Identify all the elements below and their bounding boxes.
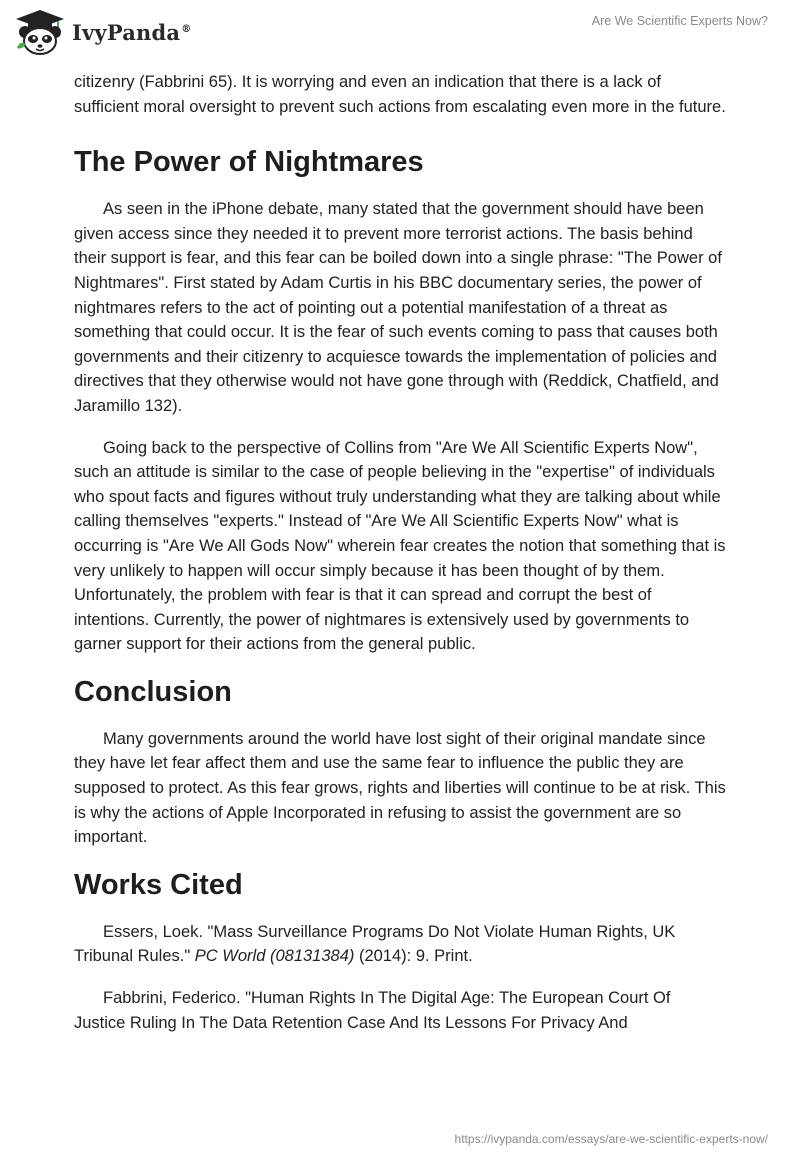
paragraph-conclusion: Many governments around the world have lost sight of their original mandate since they have let fear affect them and use the same fear to influence the public they are supposed to protect. As this fear grows, rights and liberties will continue to be at risk. This is why the actions of Apple Incorporated in refusing to assist the government are so important. [74,729,726,847]
document-title: Are We Scientific Experts Now? [591,14,768,28]
paragraph-power-of-nightmares-1: As seen in the iPhone debate, many stated that the government should have been given access since they needed it to prevent more terrorist actions. The basis behind their support is fear, and this fear can be boiled down into a single phrase: "The Power of Nightmares". First stated by Adam Curtis in his BBC documentary series, the power of nightmares refers to the act of pointing out a potential manifestation of a threat as something that could occur. It is the fear of such events coming to pass that causes both governments and their citizenry to acquiesce towards the implementation of policies and directives that they otherwise would not have gone through with (Reddick, Chatfield, and Jaramillo 132). [74,200,722,415]
section-heading-works-cited: Works Cited [74,868,243,901]
page-header [0,0,800,66]
intro-paragraph: citizenry (Fabbrini 65). It is worrying and even an indication that there is a lack of sufficient moral oversight to prevent such actions from escalating even more in the future. [74,73,726,116]
section-heading-conclusion: Conclusion [74,675,232,708]
citation-fabbrini: Fabbrini, Federico. "Human Rights In The Digital Age: The European Court Of Justice Ruling In The Data Retention Case And Its Lessons For Privacy And [74,989,671,1032]
essay-content [74,70,726,1035]
citation-journal-title: PC World (08131384) [194,947,355,966]
citation-essers: Essers, Loek. "Mass Surveillance Programs Do Not Violate Human Rights, UK Tribunal Rules." PC World (08131384) (2014): 9. Print. [74,922,676,966]
section-heading-power-of-nightmares: The Power of Nightmares [74,146,424,179]
source-url[interactable]: https://ivypanda.com/essays/are-we-scientific-experts-now/ [454,1132,768,1146]
brand-logo[interactable] [14,8,191,56]
panda-graduate-icon [14,8,66,56]
paragraph-power-of-nightmares-2: Going back to the perspective of Collins from "Are We All Scientific Experts Now", such an attitude is similar to the case of people believing in the "expertise" of individuals who spout facts and figures without truly understanding what they are talking about while calling themselves "experts." Instead of "Are We All Scientific Experts Now" what is occurring is "Are We All Gods Now" wherein fear creates the notion that something that is very unlikely to happen will occur simply because it has been thought of by them. Unfortunately, the problem with fear is that it can spread and corrupt the best of intentions. Currently, the power of nightmares is extensively used by governments to garner support for their actions from the general public. [74,438,726,654]
brand-name: IvyPanda® [72,19,192,45]
